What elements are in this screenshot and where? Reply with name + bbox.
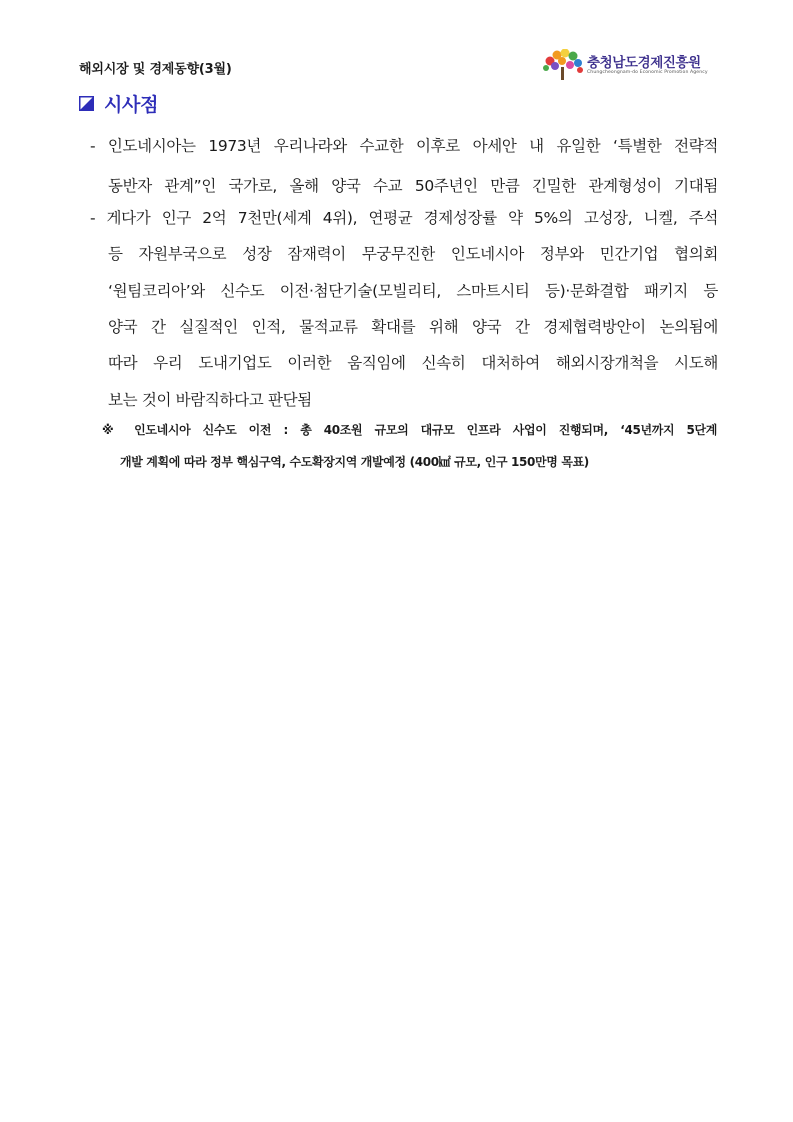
paragraph-2-line-2: 등 자원부국으로 성장 잠재력이 무궁무진한 인도네시아 정부와 민간기업 협의회 [108,245,718,263]
footnote-line-2: 개발 계획에 따라 정부 핵심구역, 수도확장지역 개발예정 (400㎢ 규모, 인구 150만명 목표) [120,455,589,469]
section-heading [79,90,158,116]
organization-logo [541,47,731,83]
paragraph-2-line-1: - 게다가 인구 2억 7천만(세계 4위), 연평균 경제성장률 약 5%의 고성장, 니켈, 주석 [90,209,718,227]
logo-organization-name: 충청남도경제진흥원 [587,55,701,71]
paragraph-1-line-2: 동반자 관계”인 국가로, 올해 양국 수교 50주년인 만큼 긴밀한 관계형성이 기대됨 [108,177,718,195]
paragraph-2-line-4: 양국 간 실질적인 인적, 물적교류 확대를 위해 양국 간 경제협력방안이 논의됨에 [108,318,718,336]
logo-organization-subtitle: Chungcheongnam-do Economic Promotion Agency [587,70,708,75]
paragraph-2-line-5: 따라 우리 도내기업도 이러한 움직임에 신속히 대처하여 해외시장개척을 시도해 [108,354,718,372]
paragraph-2-line-3: ‘원팀코리아’와 신수도 이전·첨단기술(모빌리티, 스마트시티 등)·문화결합 패키지 등 [108,282,718,300]
section-title: 시사점 [104,93,159,116]
paragraph-2-line-6: 보는 것이 바람직하다고 판단됨 [108,391,312,409]
tree-logo-icon [541,49,585,81]
paragraph-1-line-1: - 인도네시아는 1973년 우리나라와 수교한 이후로 아세안 내 유일한 ‘특별한 전략적 [90,137,718,155]
square-bullet-icon [79,96,94,111]
footnote-line-1: ※ 인도네시아 신수도 이전 : 총 40조원 규모의 대규모 인프라 사업이 진행되며, ‘45년까지 5단계 [102,423,717,437]
document-header-title: 해외시장 및 경제동향(3월) [79,62,232,77]
